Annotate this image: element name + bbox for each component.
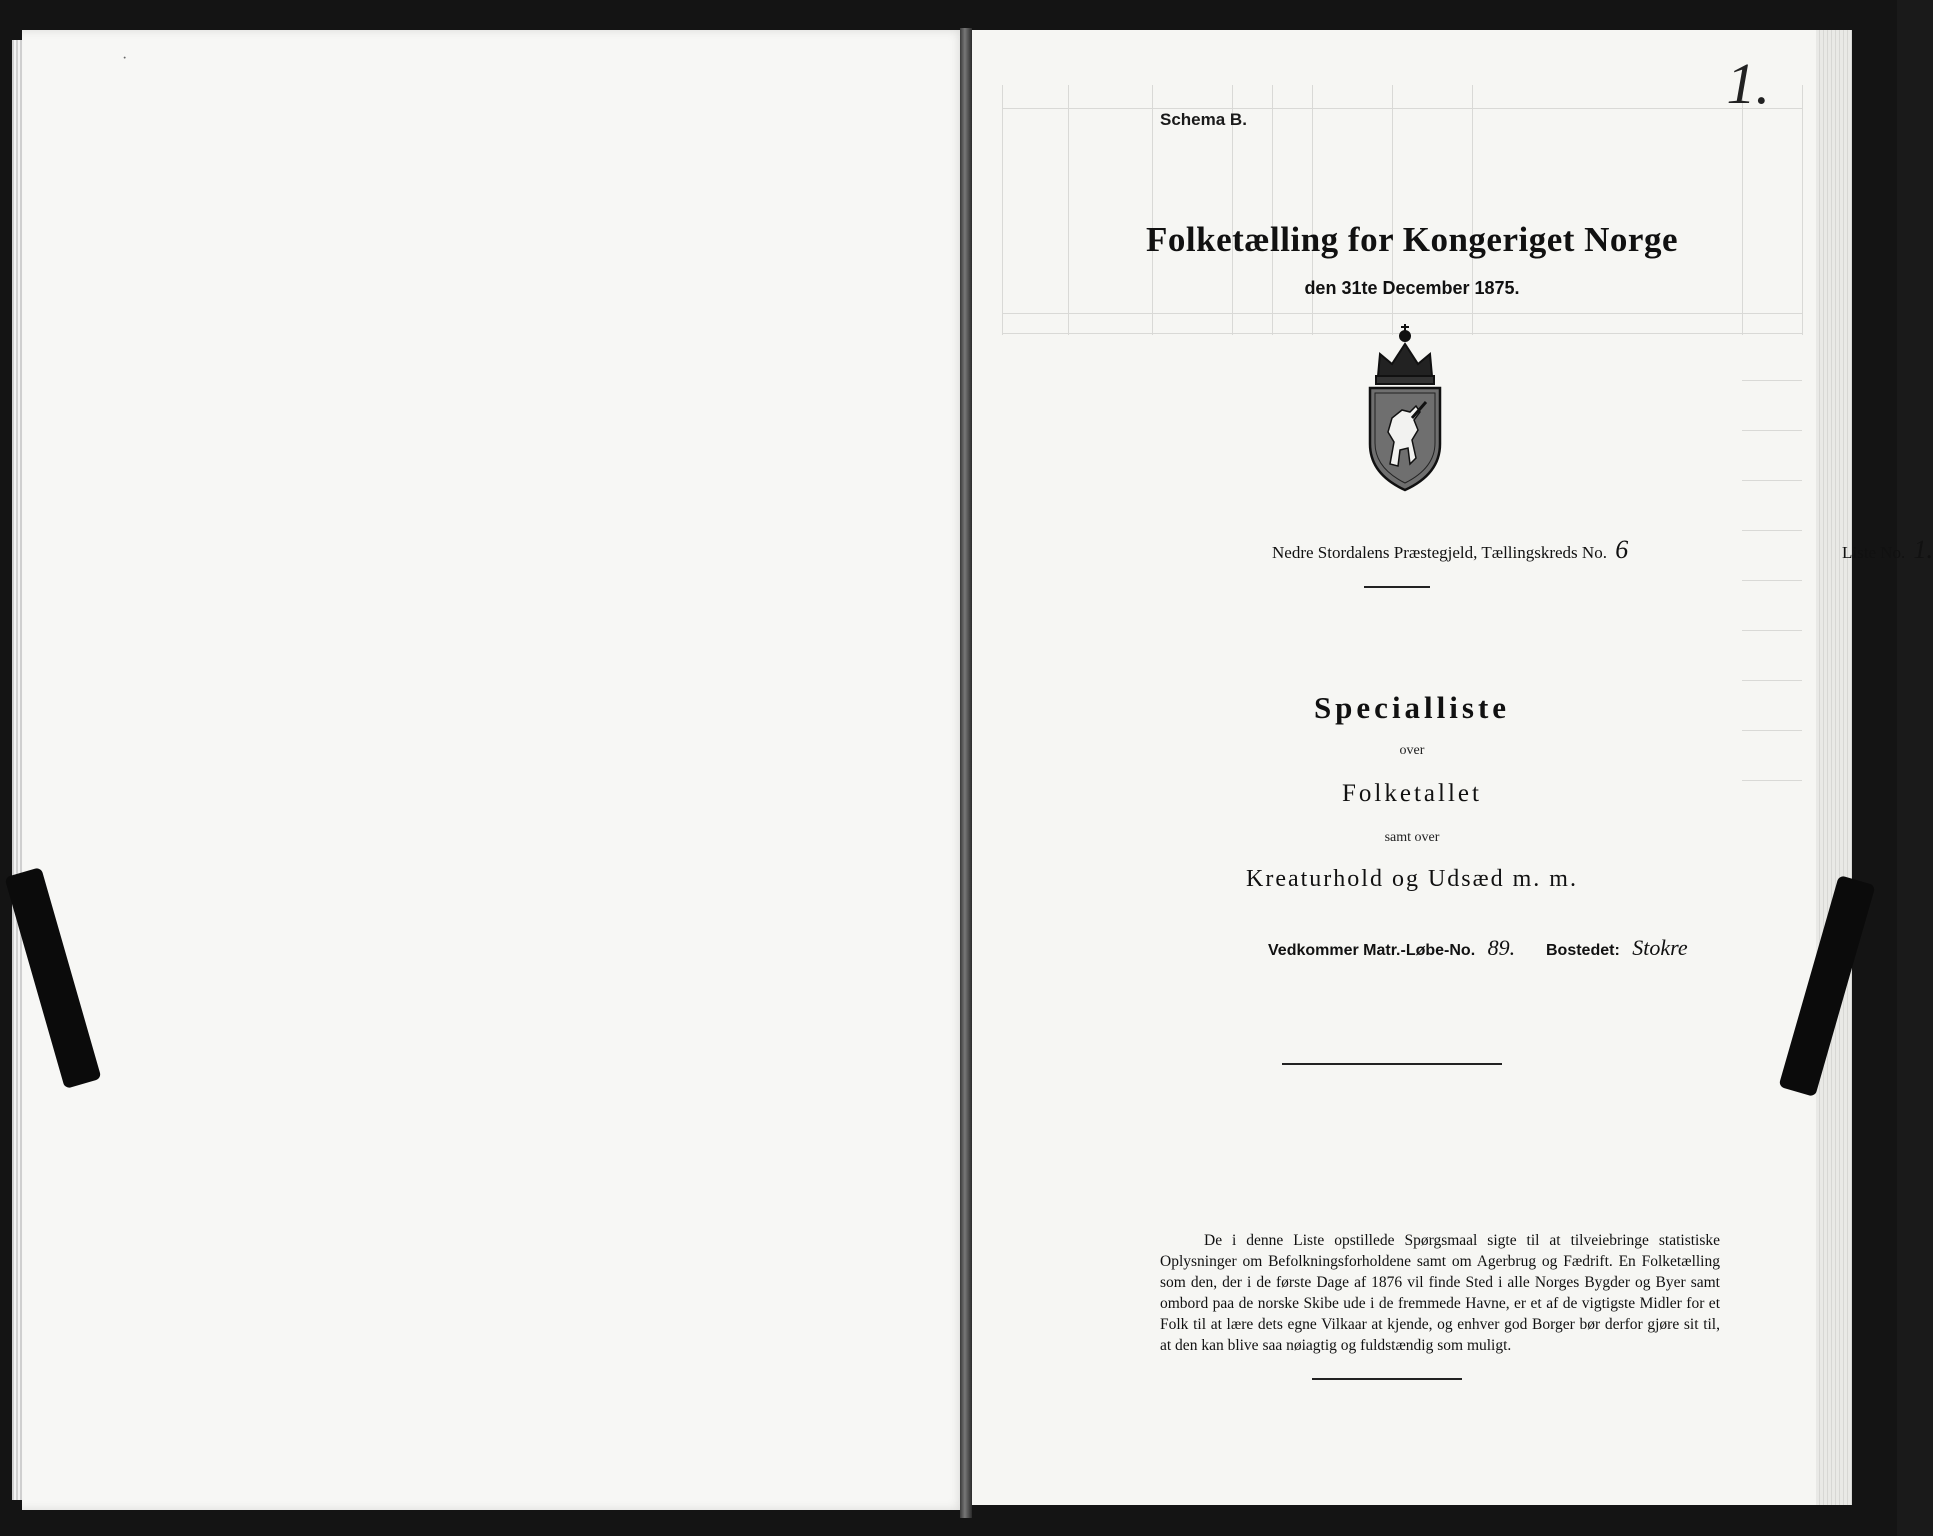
matr-number: 89. — [1487, 935, 1516, 960]
list-label: Liste No. — [1842, 543, 1906, 562]
bosted-group — [1546, 935, 1688, 961]
page-number: 1. — [1726, 51, 1770, 116]
heading-folketallet: Folketallet — [1342, 780, 1482, 807]
instructions-paragraph — [1160, 1230, 1720, 1356]
instructions-text: De i denne Liste opstillede Spørgsmaal sigte til at tilveiebringe statistiske Oplysninger om Befolkningsforholdene samt om Agerbrug og Fædrift. En Folketælling som den, der i de første Dage af 1876 vil finde Sted i alle Norges Bygder og Byer samt ombord paa de norske Skibe ude i de fremmede Havne, er et af de vigtigste Midler for et Folk til at lære dets egne Vilkaar at kjende, og enhver god Borger bør derfor gjøre sit til, at den kan blive saa nøiagtig og fuldstændig som muligt. — [1160, 1232, 1720, 1354]
heading-specialliste: Specialliste — [1313, 690, 1511, 725]
book-spine — [960, 28, 972, 1518]
norwegian-coat-of-arms-icon — [1350, 314, 1460, 494]
document-date: den 31te December 1875. — [1304, 278, 1520, 298]
list-number-group — [1842, 535, 1933, 565]
matrikkel-line — [1268, 935, 1688, 961]
heading-over: over — [1399, 743, 1425, 758]
heading-samt-over: samt over — [1384, 830, 1440, 845]
matr-label: Vedkommer Matr.-Løbe-No. — [1268, 942, 1476, 959]
district-label: Tællingskreds No. — [1481, 543, 1607, 562]
bosted-value: Stokre — [1632, 935, 1688, 960]
list-number: 1. — [1913, 535, 1933, 564]
heading-kreaturhold: Kreaturhold og Udsæd m. m. — [1246, 866, 1578, 892]
right-title-page — [972, 30, 1933, 1505]
schema-label: Schema B. — [1160, 110, 1247, 129]
left-blank-page — [22, 30, 967, 1510]
parish-label: Nedre Stordalens Præstegjeld, — [1272, 543, 1478, 562]
district-number: 6 — [1615, 535, 1629, 564]
corner-speck: · — [122, 50, 128, 67]
bottom-divider — [1312, 1378, 1462, 1380]
district-line — [1272, 535, 1933, 565]
left-page-edge — [12, 40, 22, 1500]
document-title: Folketælling for Kongeriget Norge — [1146, 220, 1678, 259]
short-divider — [1364, 586, 1430, 588]
bosted-label: Bostedet: — [1546, 942, 1620, 959]
middle-divider — [1282, 1063, 1502, 1065]
